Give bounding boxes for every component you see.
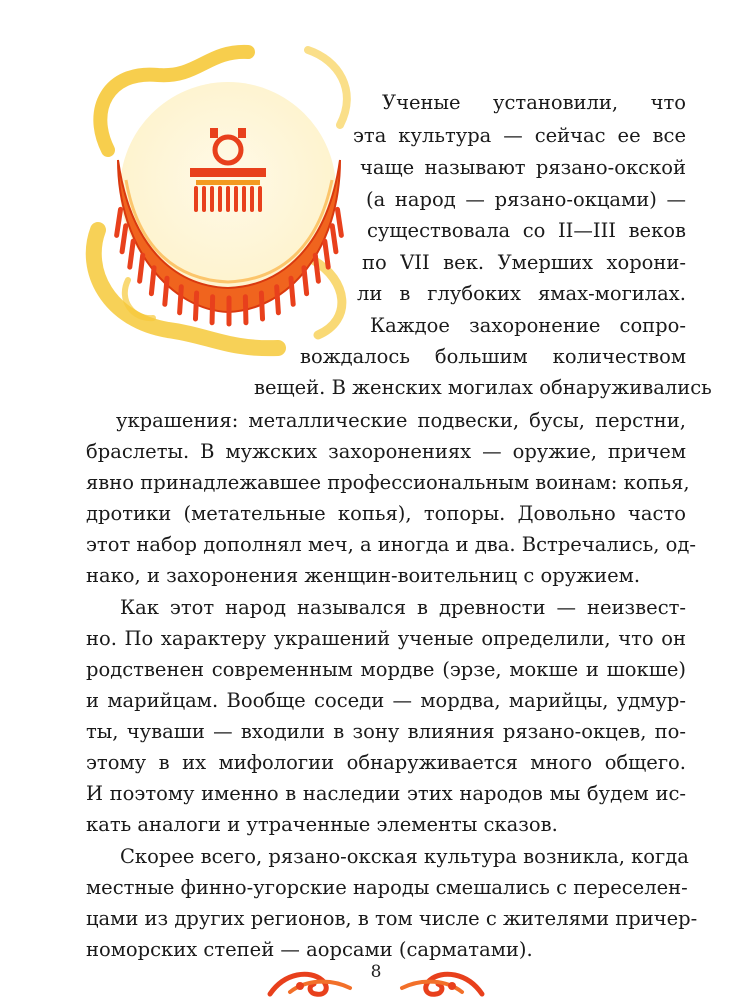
text-line: нако, и захоронения женщин-воительниц с оружием. bbox=[86, 564, 641, 587]
text-line: явно принадлежавшее профессиональным воинам: копья, bbox=[86, 471, 690, 494]
text-line: ли в глубоких ямах-могилах. bbox=[357, 282, 686, 305]
text-line: этому в их мифологии обнаруживается много общего. bbox=[86, 751, 686, 774]
text-line: украшения: металлические подвески, бусы, перстни, bbox=[116, 409, 686, 432]
text-line: кать аналоги и утраченные элементы сказов. bbox=[86, 813, 558, 836]
text-line: ты, чуваши — входили в зону влияния рязано-окцев, по- bbox=[86, 720, 686, 743]
text-line: Ученые установили, что bbox=[382, 91, 686, 114]
necklace-illustration bbox=[78, 30, 368, 360]
text-line: номорских степей — аорсами (сарматами). bbox=[86, 938, 533, 961]
text-line: дротики (метательные копья), топоры. Довольно часто bbox=[86, 502, 686, 525]
left-swirl-ornament-icon bbox=[270, 974, 350, 994]
text-line: Как этот народ назывался в древности — неизвест- bbox=[120, 596, 686, 619]
text-line: браслеты. В мужских захоронениях — оружие, причем bbox=[86, 440, 686, 463]
right-swirl-ornament-icon bbox=[402, 974, 482, 994]
text-line: вещей. В женских могилах обнаруживались bbox=[254, 376, 712, 399]
text-line: чаще называют рязано-окской bbox=[360, 156, 686, 179]
text-line: существовала со II—III веков bbox=[367, 219, 686, 242]
text-line: этот набор дополнял меч, а иногда и два. Встречались, од- bbox=[86, 533, 697, 556]
text-line: И поэтому именно в наследии этих народов мы будем ис- bbox=[86, 782, 686, 805]
text-line: Скорее всего, рязано-окская культура возникла, когда bbox=[120, 845, 689, 868]
text-line: Каждое захоронение сопро- bbox=[370, 314, 686, 337]
text-line: местные финно-угорские народы смешались с переселен- bbox=[86, 876, 688, 899]
text-line: и марийцам. Вообще соседи — мордва, марийцы, удмур- bbox=[86, 689, 686, 712]
text-line: цами из других регионов, в том числе с жителями причер- bbox=[86, 907, 698, 930]
text-line: (а народ — рязано-окцами) — bbox=[366, 188, 686, 211]
text-line: вождалось большим количеством bbox=[300, 345, 686, 368]
text-line: по VII век. Умерших хорони- bbox=[362, 251, 686, 274]
text-line: эта культура — сейчас ее все bbox=[353, 124, 686, 147]
text-line: родственен современным мордве (эрзе, мокше и шокше) bbox=[86, 658, 686, 681]
page-number: 8 bbox=[370, 962, 382, 982]
text-line: но. По характеру украшений ученые определили, что он bbox=[86, 627, 686, 650]
